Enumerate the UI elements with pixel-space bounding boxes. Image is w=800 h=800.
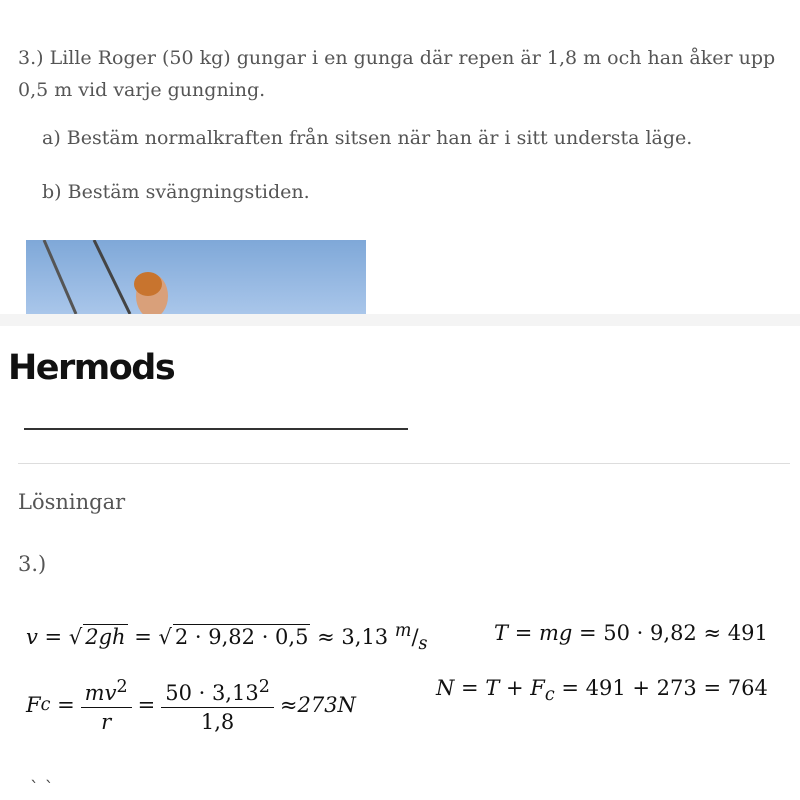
fraction-numeric: $\frac{50 \cdot 3,13^2}{1,8}$	[161, 677, 274, 734]
equation-centripetal: F c = $\frac{mv^2}{r}$ = $\frac{50 \cdot 3,13^2}{1,8}$ ≈ 273N	[26, 676, 356, 734]
var-F: F	[26, 693, 41, 717]
child-hair	[134, 272, 162, 296]
normal-numeric: 491 + 273	[585, 676, 697, 700]
logo-underline	[24, 428, 408, 430]
sqrt-symbolic: 2gh	[85, 625, 126, 649]
cropped-text-fragment: ` `	[30, 778, 54, 799]
fraction-symbolic: $\frac{mv^2}{r}$	[81, 677, 132, 734]
velocity-result: 3,13	[341, 625, 389, 649]
problem-statement: 3.) Lille Roger (50 kg) gungar i en gunga där repen är 1,8 m och han åker upp 0,5 m vid varje gungning.	[18, 47, 776, 101]
sqrt-numeric: 2 · 9,82 · 0,5	[174, 625, 309, 649]
sub-c: c	[40, 695, 51, 715]
weight-result: 491	[727, 621, 768, 645]
var-Fc: F	[530, 676, 545, 700]
var-T2: T	[485, 676, 500, 700]
equation-velocity: v = √ 2gh = √ 2 · 9,82 · 0,5 ≈ 3,13 $^m/_s$	[26, 621, 428, 655]
image-separator	[0, 314, 800, 326]
solutions-heading: Lösningar	[18, 490, 126, 514]
unit-s: s	[418, 634, 428, 655]
centripetal-result: 273N	[297, 693, 356, 717]
hermods-logo: Hermods	[8, 348, 175, 388]
unit-m: m	[394, 621, 412, 641]
rope-left	[44, 240, 76, 314]
section-divider	[18, 463, 790, 464]
var-N: N	[436, 676, 455, 700]
expr-mg: mg	[538, 621, 573, 645]
var-v: v	[26, 625, 38, 649]
swing-illustration	[26, 240, 366, 314]
swing-photo	[26, 240, 366, 314]
normal-result: 764	[727, 676, 768, 700]
equation-normal-force: $N = T + F_c = 491 + 273 = 764$	[436, 676, 768, 706]
solution-number: 3.)	[18, 552, 47, 576]
question-a: a) Bestäm normalkraften från sitsen när han är i sitt understa läge.	[42, 127, 693, 149]
question-b: b) Bestäm svängningstiden.	[42, 181, 310, 203]
var-T: T	[494, 621, 509, 645]
equation-weight: T = mg = 50 · 9,82 ≈ 491	[494, 621, 768, 645]
weight-numeric: 50 · 9,82	[603, 621, 697, 645]
rope-right	[94, 240, 130, 314]
